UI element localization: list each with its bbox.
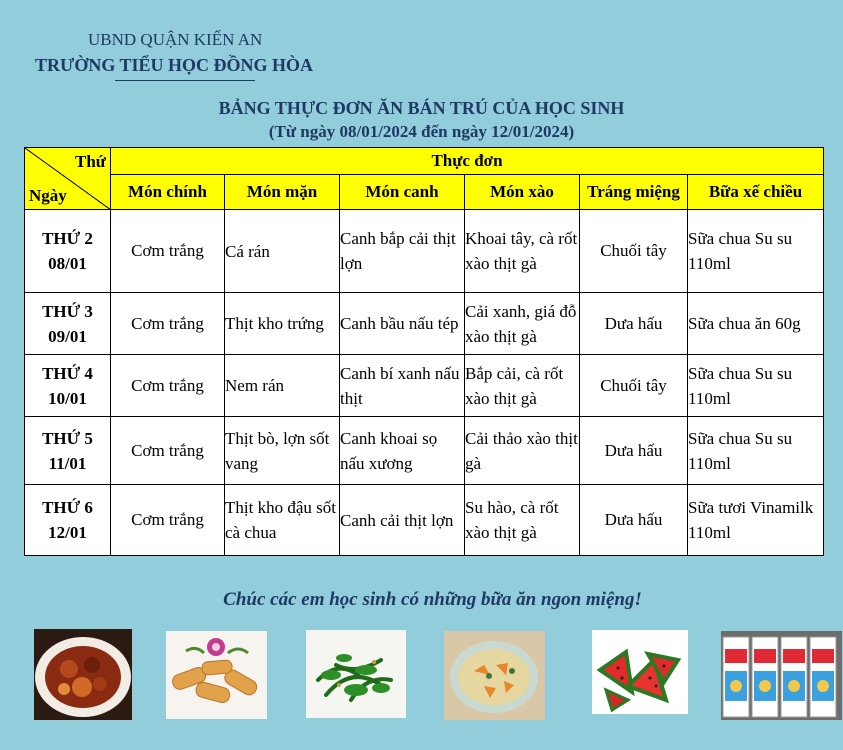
date: 09/01 xyxy=(48,326,87,346)
page-title: BẢNG THỰC ĐƠN ĂN BÁN TRÚ CỦA HỌC SINH xyxy=(218,98,625,118)
table-row xyxy=(25,293,824,355)
closing-wish: Chúc các em học sinh có những bữa ăn ngon miệng! xyxy=(223,589,642,610)
weekday: THỨ 5 xyxy=(42,428,93,448)
col-header: Món canh xyxy=(340,175,465,210)
corner-weekday-label: Thứ xyxy=(75,152,106,171)
stir-fry-cell: Cải xanh, giá đỗ xào thịt gà xyxy=(465,293,580,355)
snack-cell: Sữa chua ăn 60g xyxy=(688,293,824,355)
day-cell xyxy=(25,293,111,355)
snack-cell: Sữa chua Su su 110ml xyxy=(688,210,824,293)
yogurt-packs-photo-icon xyxy=(721,631,842,720)
stir-fry-cell: Su hào, cà rốt xào thịt gà xyxy=(465,485,580,556)
menu-table xyxy=(24,147,824,556)
school-underline xyxy=(115,80,255,81)
dessert-cell: Dưa hấu xyxy=(580,293,688,355)
date: 08/01 xyxy=(48,254,87,273)
col-header: Bữa xế chiều xyxy=(688,175,824,210)
soup-cell: Canh bắp cải thịt lợn xyxy=(340,210,465,293)
protein-dish-cell: Thịt bò, lợn sốt vang xyxy=(225,417,340,485)
soup-cell: Canh bí xanh nấu thịt xyxy=(340,355,465,417)
spring-rolls-photo-icon xyxy=(166,631,267,719)
date: 11/01 xyxy=(48,453,87,473)
table-row xyxy=(25,355,824,417)
protein-dish-cell: Nem rán xyxy=(225,355,340,417)
soup-cell: Canh cải thịt lợn xyxy=(340,485,465,556)
stir-fry-cell: Bắp cải, cà rốt xào thịt gà xyxy=(465,355,580,417)
day-cell xyxy=(25,417,111,485)
day-cell xyxy=(25,210,111,293)
protein-dish-cell: Cá rán xyxy=(225,210,340,293)
main-dish-cell: Cơm trắng xyxy=(111,293,225,355)
main-dish-cell: Cơm trắng xyxy=(111,485,225,556)
stew-photo-icon xyxy=(34,629,132,720)
corner-header xyxy=(25,148,111,210)
school-name: TRƯỜNG TIỂU HỌC ĐỒNG HÒA xyxy=(35,55,314,75)
col-header: Tráng miệng xyxy=(580,175,688,210)
dessert-cell: Chuối tây xyxy=(580,210,688,293)
protein-dish-cell: Thịt kho trứng xyxy=(225,293,340,355)
col-header: Món chính xyxy=(111,175,225,210)
date: 10/01 xyxy=(48,388,87,408)
protein-dish-cell: Thịt kho đậu sốt cà chua xyxy=(225,485,340,556)
date-range: (Từ ngày 08/01/2024 đến ngày 12/01/2024) xyxy=(268,122,575,141)
soup-cell: Canh khoai sọ nấu xương xyxy=(340,417,465,485)
dessert-cell: Dưa hấu xyxy=(580,485,688,556)
snack-cell: Sữa chua Su su 110ml xyxy=(688,355,824,417)
day-cell xyxy=(25,485,111,556)
soup-cell: Canh bầu nấu tép xyxy=(340,293,465,355)
main-dish-cell: Cơm trắng xyxy=(111,210,225,293)
weekday: THỨ 3 xyxy=(42,301,93,321)
weekday: THỨ 2 xyxy=(42,229,93,248)
stir-fry-cell: Cải thảo xào thịt gà xyxy=(465,417,580,485)
table-row xyxy=(25,210,824,293)
dessert-cell: Chuối tây xyxy=(580,355,688,417)
table-row xyxy=(25,417,824,485)
org-name: UBND QUẬN KIẾN AN xyxy=(88,30,263,49)
stir-fry-cell: Khoai tây, cà rốt xào thịt gà xyxy=(465,210,580,293)
col-header: Món xào xyxy=(465,175,580,210)
main-dish-cell: Cơm trắng xyxy=(111,355,225,417)
soup-bowl-photo-icon xyxy=(444,631,545,720)
stir-fried-greens-photo-icon xyxy=(306,630,406,718)
snack-cell: Sữa chua Su su 110ml xyxy=(688,417,824,485)
dessert-cell: Dưa hấu xyxy=(580,417,688,485)
snack-cell: Sữa tươi Vinamilk 110ml xyxy=(688,485,824,556)
weekday: THỨ 4 xyxy=(42,363,93,383)
menu-group-header: Thực đơn xyxy=(111,148,824,175)
day-cell xyxy=(25,355,111,417)
col-header: Món mặn xyxy=(225,175,340,210)
main-dish-cell: Cơm trắng xyxy=(111,417,225,485)
date: 12/01 xyxy=(48,523,87,542)
watermelon-photo-icon xyxy=(592,630,688,714)
weekday: THỨ 6 xyxy=(42,498,93,517)
corner-date-label: Ngày xyxy=(29,186,67,205)
table-row xyxy=(25,485,824,556)
